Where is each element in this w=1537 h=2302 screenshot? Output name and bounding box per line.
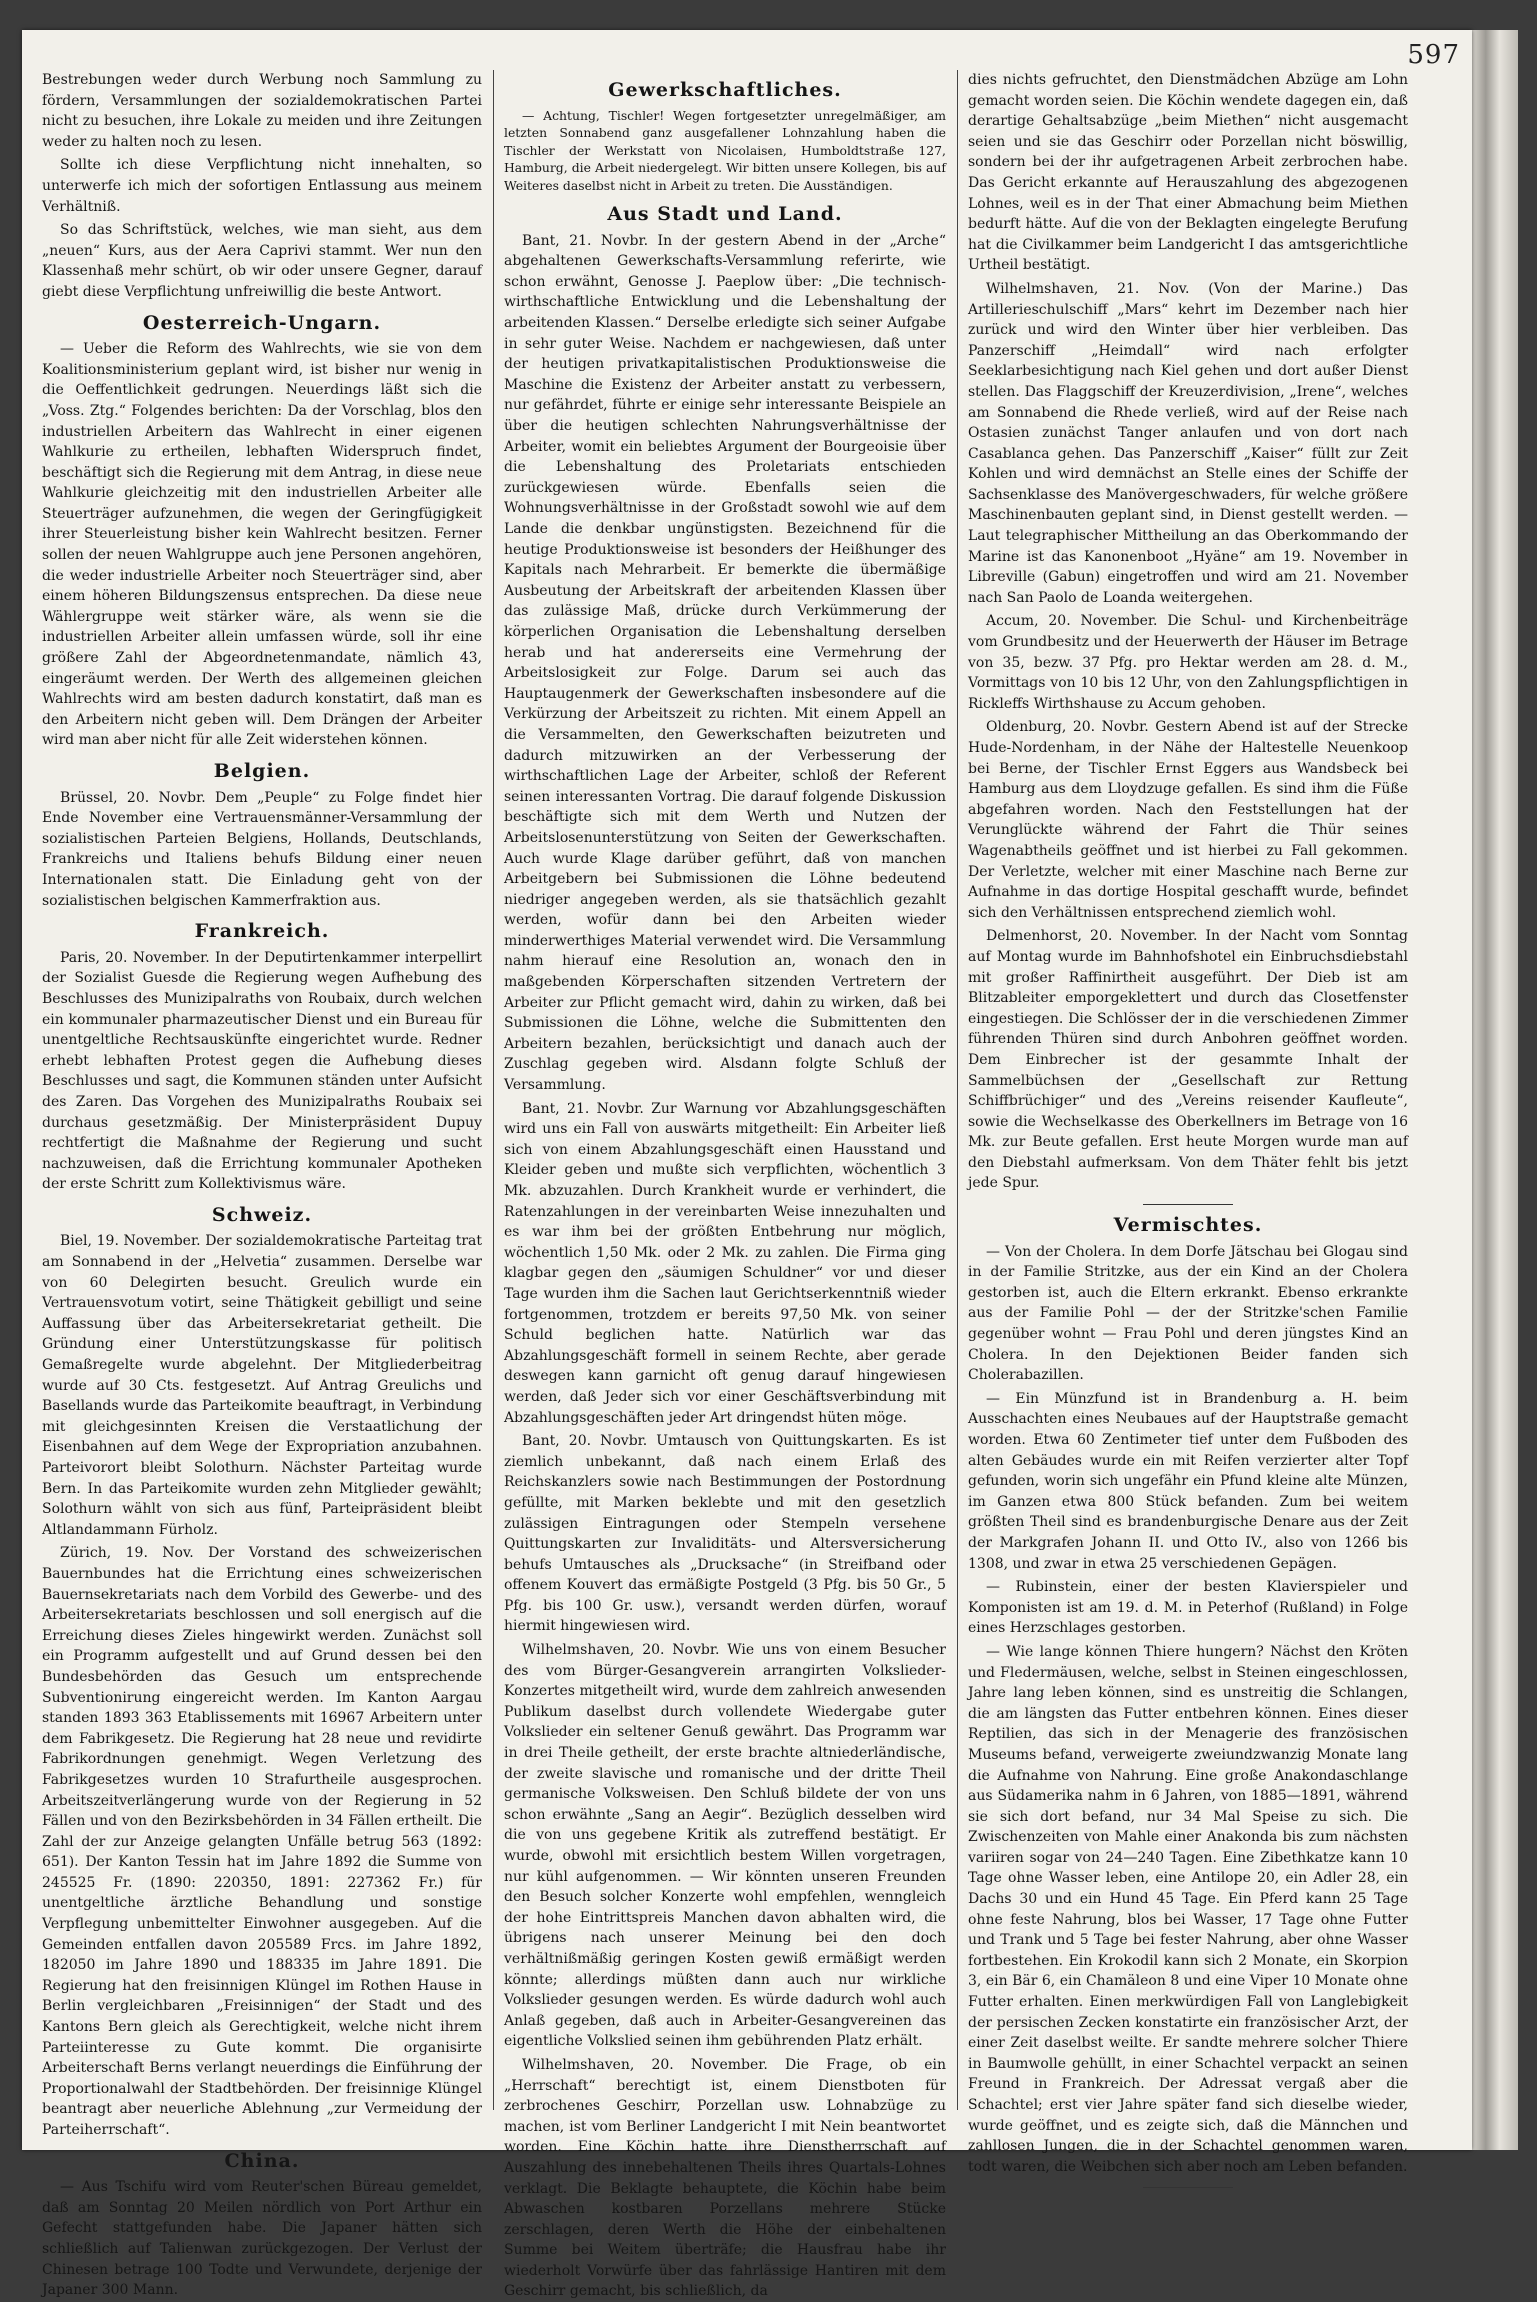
section-heading: China. xyxy=(224,2149,300,2172)
article-paragraph: So das Schriftstück, welches, wie man sieht, aus dem „neuen“ Kurs, aus der Aera Caprivi stammt. Wer nun den Klassenhaß mehr schürt, ob wir oder unsere Gegner, darauf giebt diese Verpflichtung unfreiwillig die beste Antwort. xyxy=(42,222,482,300)
separator-line xyxy=(1143,1204,1233,1205)
article-paragraph: Sollte ich diese Verpflichtung nicht innehalten, so unterwerfe ich mich der sofortigen Entlassung aus meinem Verhältniß. xyxy=(42,157,482,215)
article-paragraph: Bant, 21. Novbr. Zur Warnung vor Abzahlungsgeschäften wird uns ein Fall von auswärts mitgetheilt: Ein Arbeiter ließ sich von einem Abzahlungsgeschäft einen Hausstand und Kleider geben und mußte sich verpflichten, wöchentlich 3 Mk. abzuzahlen. Durch Krankheit wurde er verhindert, die Ratenzahlungen in der vereinbarten Weise innezuhalten und es war ihm bei der größten Entbehrung nur möglich, wöchentlich 1,50 Mk. oder 2 Mk. zu zahlen. Die Firma ging klagbar gegen den „säumigen Schuldner“ vor und dieser Tage wurden ihm die Sachen laut Gerichtserkenntniß wieder fortgenommen, trotzdem er bereits 97,50 Mk. von seiner Schuld beglichen hatte. Natürlich war das Abzahlungsgeschäft formell in seinem Rechte, aber gerade deswegen kann garnicht oft genug darauf hingewiesen werden, daß Jeder sich vor einer Geschäftsverbindung mit Abzahlungsgeschäften jeder Art dringendst hüten möge. xyxy=(504,1100,946,1426)
section-heading: Belgien. xyxy=(213,760,311,782)
newspaper-page xyxy=(22,30,1472,2300)
article-paragraph: — Ueber die Reform des Wahlrechts, wie sie von dem Koalitionsministerium geplant wird, ist bisher nur wenig in die Oeffentlichkeit gedrungen. Neuerdings läßt sich die „Voss. Ztg.“ Folgendes berichten: Da der Vorschlag, blos den industriellen Arbeitern das Wahlrecht in einer eigenen Wahlkurie zu ertheilen, lebhaften Widerspruch findet, beschäftigt sich die Regierung mit dem Antrag, in diese neue Wahlkurie gleichzeitig mit den industriellen Arbeiter alle Steuerträger aufzunehmen, die wegen der Geringfügigkeit ihrer Steuerleistung bisher kein Wahlrecht besitzen. Ferner sollen der neuen Wahlgruppe auch jene Personen angehören, die weder industrielle Arbeiter noch Steuerträger sind, aber einem höheren Bildungszensus entsprechen. Da diese neue Wählergruppe weit stärker wäre, als wenn sie die industriellen Arbeiter allein umfassen würde, soll ihr eine größere Zahl der Abgeordnetenmandate, nämlich 43, eingeräumt werden. Der Werth des allgemeinen gleichen Wahlrechts wird am besten dadurch konstatirt, daß man es den Arbeitern nicht geben will. Dem Drängen der Arbeiter wird man aber nicht für alle Zeit widerstehen können. xyxy=(42,341,482,749)
article-paragraph: — Aus Tschifu wird vom Reuter'schen Büreau gemeldet, daß am Sonntag 20 Meilen nördlich von Port Arthur ein Gefecht stattgefunden habe. Die Japaner hätten sich schließlich auf Talienwan zurückgezogen. Der Verlust der Chinesen betrage 100 Todte und Verwundete, derjenige der Japaner 300 Mann. xyxy=(42,2179,482,2299)
article-paragraph: — Von der Cholera. In dem Dorfe Jätschau bei Glogau sind in der Familie Stritzke, aus der ein Kind an der Cholera gestorben ist, auch die Eltern erkrankt. Ebenso erkrankte aus der Familie Pohl — der der Stritzke'schen Familie gegenüber wohnt — Frau Pohl und deren jüngstes Kind an Cholera. In den Dejektionen Beider fanden sich Cholerabazillen. xyxy=(968,1243,1408,1384)
column-middle xyxy=(504,70,946,2300)
article-paragraph: Brüssel, 20. Novbr. Dem „Peuple“ zu Folge findet hier Ende November eine Vertrauensmänner-Versammlung der sozialistischen Parteien Belgiens, Hollands, Deutschlands, Frankreichs und Italiens behufs Bildung einer neuen Internationalen statt. Die Einladung geht von der sozialistischen belgischen Kammerfraktion aus. xyxy=(42,789,482,909)
page-number: 597 xyxy=(1407,40,1460,70)
article-paragraph: Delmenhorst, 20. November. In der Nacht vom Sonntag auf Montag wurde im Bahnhofshotel ein Einbruchsdiebstahl mit großer Raffinirtheit ausgeführt. Der Dieb ist am Blitzableiter emporgeklettert und durch das Closetfenster eingestiegen. Die Schlösser der in die verschiedenen Zimmer führenden Thüren sind durch Anbohren geöffnet worden. Dem Einbrecher ist der gesammte Inhalt der Sammelbüchsen der „Gesellschaft zur Rettung Schiffbrüchiger“ und des „Vereins reisender Kaufleute“, sowie die Wechselkasse des Oberkellners im Betrage von 16 Mk. zur Beute gefallen. Erst heute Morgen wurde man auf den Diebstahl aufmerksam. Von dem Thäter fehlt bis jetzt jede Spur. xyxy=(968,928,1408,1192)
article-paragraph: Wilhelmshaven, 20. Novbr. Wie uns von einem Besucher des vom Bürger-Gesangverein arrangirten Volkslieder-Konzertes mitgetheilt wird, wurde dem zahlreich anwesenden Publikum daselbst durch vollendete Wiedergabe guter Volkslieder ein seltener Genuß gewährt. Das Programm war in drei Theile getheilt, der erste brachte altniederländische, der zweite slavische und romanische und der dritte Theil germanische Volksweisen. Den Schluß bildete der von uns schon erwähnte „Sang an Aegir“. Bezüglich desselben wird die von uns gegebene Kritik als zutreffend bestätigt. Er wurde, obwohl mit ersichtlich bestem Willen vorgetragen, nur kühl aufgenommen. — Wir könnten unseren Freunden den Besuch solcher Konzerte wohl empfehlen, wenngleich der hohe Eintrittspreis Manchen davon abhalten wird, die übrigens nach unserer Meinung bei den doch verhältnißmäßig geringen Kosten gewiß ermäßigt werden könnte; allerdings müßten dann auch nur wirkliche Volkslieder gesungen werden. Es würde dadurch wohl auch Anlaß gegeben, daß auch in Arbeiter-Gesangvereinen das eigentliche Volkslied seinen ihm gebührenden Platz erhält. xyxy=(504,1642,946,2050)
article-paragraph: Bant, 20. Novbr. Umtausch von Quittungskarten. Es ist ziemlich unbekannt, daß nach einem Erlaß des Reichskanzlers sowie nach Bestimmungen der Postordnung gefüllte, mit Marken beklebte und mit den gesetzlich zulässigen Eintragungen oder Stempeln versehene Quittungskarten zur Invaliditäts- und Altersversicherung behufs Umtausches als „Drucksache“ (in Streifband oder offenem Kouvert das ermäßigte Postgeld (3 Pfg. bis 50 Gr., 5 Pfg. bis 100 Gr. usw.), versandt werden dürfen, worauf hiermit hingewiesen wird. xyxy=(504,1433,946,1635)
article-paragraph: — Rubinstein, einer der besten Klavierspieler und Komponisten ist am 19. d. M. in Peterhof (Rußland) in Folge eines Herzschlages gestorben. xyxy=(968,1579,1408,1637)
section-heading: Vermischtes. xyxy=(1113,1214,1263,1237)
article-paragraph: — Ein Münzfund ist in Brandenburg a. H. beim Ausschachten eines Neubaues auf der Hauptstraße gemacht worden. Etwa 60 Zentimeter tief unter dem Fußboden des alten Gebäudes wurde ein mit Reifen verzierter alter Topf gefunden, worin sich ungefähr ein Pfund kleine alte Münzen, im Ganzen etwa 800 Stück befanden. Zum bei weitem größten Theil sind es brandenburgische Denare aus der Zeit der Markgrafen Johann II. und Otto IV., also von 1266 bis 1308, und zwar in etwa 25 verschiedenen Gepägen. xyxy=(968,1390,1408,1572)
article-paragraph: Wilhelmshaven, 21. Nov. (Von der Marine.) Das Artillerieschulschiff „Mars“ kehrt im Dezember nach hier zurück und wird den Winter über hier verbleiben. Das Panzerschiff „Heimdall“ wird nach erfolgter Seeklarbesichtigung nach Kiel gehen und dort außer Dienst stellen. Das Flaggschiff der Kreuzerdivision, „Irene“, welches am Sonnabend die Rhede verließ, wird auf der Reise nach Ostasien zunächst Tanger anlaufen und von dort nach Casablanca gehen. Das Panzerschiff „Kaiser“ füllt zur Zeit Kohlen und wird demnächst an Stelle eines der Schiffe der Sachsenklasse des Manövergeschwaders, für welche größere Maschinenbauten geplant sind, in Dienst gestellt werden. — Laut telegraphischer Mittheilung an das Oberkommando der Marine ist das Kanonenboot „Hyäne“ am 19. November in Libreville (Gabun) eingetroffen und wird am 21. November nach San Paolo de Loanda weitergehen. xyxy=(968,280,1408,606)
section-heading: Oesterreich-Ungarn. xyxy=(142,311,382,334)
article-paragraph: dies nichts gefruchtet, den Dienstmädchen Abzüge am Lohn gemacht worden seien. Die Köchin wendete dagegen ein, daß derartige Gehaltsabzüge „beim Miethen“ nicht ausgemacht seien und sie das Geschirr oder Porzellan nicht böswillig, sondern bei der ihr aufgetragenen Arbeit zerbrochen habe. Das Gericht erkannte auf Herauszahlung des abgezogenen Lohnes, weil es in der That einer Abmachung beim Miethen bedurft hätte. Auf die von der Beklagten eingelegte Berufung hat die Civilkammer beim Landgericht I das amtsgerichtliche Urtheil bestätigt. xyxy=(968,72,1408,274)
article-paragraph: — Wie lange können Thiere hungern? Nächst den Kröten und Fledermäusen, welche, selbst in Steinen eingeschlossen, Jahre lang leben können, sind es unstreitig die Schlangen, die am längsten das Futter entbehren können. Eines dieser Reptilien, das sich in der Menagerie des französischen Museums befand, verweigerte zweiundzwanzig Monate lang die Aufnahme von Nahrung. Eine große Anakondaschlange aus Südamerika nahm in 6 Jahren, von 1885—1891, während sie sich dort befand, nur 34 Mal Speise zu sich. Die Zwischenzeiten von Mahle einer Anakonda bis zum nächsten variiren sogar von 24—240 Tagen. Eine Zibethkatze kann 10 Tage ohne Wasser leben, eine Antilope 20, ein Adler 28, ein Dachs 30 und ein Hund 45 Tage. Ein Pferd kann 25 Tage ohne feste Nahrung, blos bei Wasser, 17 Tage ohne Futter und Trank und 5 Tage bei fester Nahrung, aber ohne Wasser fortbestehen. Ein Krokodil kann sich 2 Monate, ein Skorpion 3, ein Bär 6, ein Chamäleon 8 und eine Viper 10 Monate ohne Futter erhalten. Einen merkwürdigen Fall von Langlebigkeit der persischen Zecken konstatirte ein französischer Arzt, der einer Zeit daselbst weilte. Er sandte mehrere solcher Thiere in Baumwolle gehüllt, in einer Schachtel verpackt an seinen Freund in Frankreich. Der Adressat vergaß aber die Schachtel; erst vier Jahre später fand sich dieselbe wieder, wurde geöffnet, und es zeigte sich, daß die Männchen und zahllosen Jungen, die in der Schachtel genommen waren, todt waren, die Weibchen sich aber noch am Leben befanden. xyxy=(968,1643,1408,2175)
section-heading: Schweiz. xyxy=(211,1203,313,1226)
section-heading: Frankreich. xyxy=(194,920,330,943)
column-rule xyxy=(957,70,958,2110)
page-edge xyxy=(1472,30,1518,2150)
article-paragraph: Bant, 21. Novbr. In der gestern Abend in der „Arche“ abgehaltenen Gewerkschafts-Versammlung referirte, wie schon erwähnt, Genosse J. Paeplow über: „Die technisch-wirthschaftliche Entwicklung und die Lebenshaltung der arbeitenden Klassen.“ Derselbe erledigte sich seiner Aufgabe in sehr guter Weise. Nachdem er nachgewiesen, daß unter der heutigen privatkapitalistischen Produktionsweise die Maschine die Existenz der Arbeiter anstatt zu verbessern, nur gefährdet, führte er einige sehr interessante Beispiele an über die heutigen schlechten Nahrungsverhältnisse der Arbeiter, womit ein beliebtes Argument der Bourgeoisie über die Lebenshaltung des Proletariats entschieden zurückgewiesen würde. Ebenfalls seien die Wohnungsverhältnisse in der Großstadt sowohl wie auf dem Lande die denkbar ungünstigsten. Bezeichnend für die heutige Produktionsweise ist besonders der Heißhunger des Kapitals nach Mehrarbeit. Er bemerkte die übermäßige Ausbeutung der Arbeitskraft der arbeitenden Klassen über das zulässige Maß, drücke durch Verkümmerung der körperlichen Organisation die Lebenshaltung derselben herab und hat andererseits eine Vermehrung der Arbeitslosigkeit zur Folge. Darum sei auch das Hauptaugenmerk der Gewerkschaften insbesondere auf die Verkürzung der Arbeitszeit zu richten. Mit einem Appell an die Versammelten, den Gewerkschaften beizutreten und dadurch mitzuwirken an der Verbesserung der wirthschaftlichen Lage der Arbeiter, schloß der Referent seinen interessanten Vortrag. Die darauf folgende Diskussion beschäftigte sich mit dem Werth und Nutzen der Arbeitslosenunterstützung von Seiten der Gewerkschaften. Auch wurde Klage darüber geführt, daß von manchen Arbeitgebern bei Submissionen die Löhne bedeutend niedriger angegeben werden, als sie thatsächlich gezahlt werden, wofür dann bei den Arbeiten wieder minderwerthiges Material verwendet wird. Die Versammlung nahm hierauf eine Resolution an, wonach den in maßgebenden Körperschaften sitzenden Vertretern der Arbeiter zur Pflicht gemacht wird, dahin zu wirken, daß bei Submissionen die Löhne, welche die Submittenten den Arbeitern bezahlen, berücksichtigt und danach auch der Zuschlag gegeben wird. Alsdann folgte Schluß der Versammlung. xyxy=(504,232,946,1094)
article-paragraph: — Achtung, Tischler! Wegen fortgesetzter unregelmäßiger, am letzten Sonnabend ganz ausgefallener Lohnzahlung haben die Tischler der Werkstatt von Nicolaisen, Humboldtstraße 127, Hamburg, die Arbeit niedergelegt. Wir bitten unsere Kollegen, bis auf Weiteres daselbst nicht in Arbeit zu treten. Die Ausständigen. xyxy=(504,107,946,193)
article-paragraph: Wilhelmshaven, 20. November. Die Frage, ob ein „Herrschaft“ berechtigt ist, einem Dienstboten für zerbrochenes Geschirr, Porzellan usw. Lohnabzüge zu machen, ist vom Berliner Landgericht I mit Nein beantwortet worden. Eine Köchin hatte ihre Dienstherrschaft auf Auszahlung des innebehaltenen Theils ihres Quartals-Lohnes verklagt. Die Beklagte behauptete, die Köchin habe beim Abwaschen kostbaren Porzellans mehrere Stücke zerschlagen, deren Werth die Höhe der einbehaltenen Summe bei Weitem überträfe; die Hausfrau habe ihr wiederholt Vorwürfe über das fahrlässige Hantiren mit dem Geschirr gemacht, bis schließlich, da xyxy=(504,2056,946,2300)
column-rule xyxy=(493,70,494,2110)
article-paragraph: Oldenburg, 20. Novbr. Gestern Abend ist auf der Strecke Hude-Nordenham, in der Nähe der Haltestelle Neuenkoop bei Berne, der Tischler Ernst Eggers aus Wandsbeck bei Hamburg aus dem Lloydzuge gefallen. Es sind ihm die Füße abgefahren worden. Nach den Feststellungen hat der Verunglückte während der Fahrt die Thür seines Wagenabtheils geöffnet und ist hierbei zu Fall gekommen. Der Verletzte, welcher mit einer Maschine nach Berne zur Aufnahme in das dortige Hospital geschafft wurde, befindet sich den Verhältnissen entsprechend ziemlich wohl. xyxy=(968,719,1408,921)
section-heading: Aus Stadt und Land. xyxy=(607,203,843,226)
section-heading: Gewerkschaftliches. xyxy=(608,79,842,101)
article-paragraph: Zürich, 19. Nov. Der Vorstand des schweizerischen Bauernbundes hat die Errichtung eines schweizerischen Bauernsekretariats nach dem Vorbild des Gewerbe- und des Arbeitersekretariats beschlossen und soll energisch auf die Erreichung dieses Zieles hingewirkt werden. Zunächst soll ein Programm aufgestellt und auf Grund dessen bei den Bundesbehörden das Gesuch um entsprechende Subventionirung eingereicht werden. Im Kanton Aargau standen 1893 363 Etablissements mit 16967 Arbeitern unter dem Fabrikgesetz. Die Regierung hat 28 neue und revidirte Fabrikordnungen genehmigt. Wegen Verletzung des Fabrikgesetzes wurden 10 Strafurtheile ausgesprochen. Arbeitszeitverlängerung wurde von der Regierung in 52 Fällen und von den Bezirksbehörden in 34 Fällen ertheilt. Die Zahl der zur Anzeige gelangten Unfälle betrug 563 (1892: 651). Der Kanton Tessin hat im Jahre 1892 die Summe von 245525 Fr. (1890: 220350, 1891: 227362 Fr.) für unentgeltliche ärztliche Behandlung und sonstige Verpflegung unbemittelter Einwohner ausgegeben. Auf die Gemeinden entfallen davon 205589 Frcs. im Jahre 1892, 182050 im Jahre 1890 und 188335 im Jahre 1891. Die Regierung hat den freisinnigen Klüngel im Rothen Hause in Berlin vergleichbaren „Freisinnigen“ der Stadt und des Kantons Bern gleich als Gerechtigkeit, welche nicht ihrem Parteiinteresse zu Gute kommt. Die organisirte Arbeiterschaft Berns verlangt neuerdings die Einführung der Proportionalwahl der Stadtbehörden. Der freisinnige Klüngel beantragt aber neuerliche Ablehnung „zur Vermeidung der Parteiherrschaft“. xyxy=(42,1545,482,2138)
column-left xyxy=(42,70,482,2299)
article-paragraph: Biel, 19. November. Der sozialdemokratische Parteitag trat am Sonnabend in der „Helvetia“ zusammen. Derselbe war von 60 Delegirten besucht. Greulich wurde ein Vertrauensvotum votirt, seine Thätigkeit gebilligt und seine Auffassung über das Arbeitersekretariat getheilt. Die Gründung einer Unterstützungskasse für politisch Gemaßregelte wurde abgelehnt. Der Mitgliederbeitrag wurde auf 30 Cts. festgesetzt. Auf Antrag Greulichs und Basellands wurde das Parteikomite beauftragt, in Verbindung mit gleichgesinnten Kreisen die Verstaatlichung der Eisenbahnen auf dem Wege der Expropriation anzubahnen. Parteivorort bleibt Solothurn. Nächster Parteitag wurde Bern. In das Parteikomite wurden zehn Mitglieder gewählt; Solothurn wählt von sich aus fünf, Parteipräsident bleibt Altlandammann Fürholz. xyxy=(42,1233,482,1538)
article-paragraph: Bestrebungen weder durch Werbung noch Sammlung zu fördern, Versammlungen der sozialdemokratischen Partei nicht zu besuchen, ihre Lokale zu meiden und ihre Zeitungen weder zu halten noch zu lesen. xyxy=(42,72,482,150)
article-paragraph: Accum, 20. November. Die Schul- und Kirchenbeiträge vom Grundbesitz und der Heuerwerth der Häuser im Betrage von 35, bezw. 37 Pfg. pro Hektar werden am 28. d. M., Vormittags von 10 bis 12 Uhr, von den Zahlungspflichtigen in Rickleffs Wirthshause zu Accum gehoben. xyxy=(968,613,1408,712)
column-right xyxy=(968,70,1408,2175)
separator-line xyxy=(1143,2187,1233,2188)
article-paragraph: Paris, 20. November. In der Deputirtenkammer interpellirt der Sozialist Guesde die Regierung wegen Aufhebung des Beschlusses des Munizipalraths von Roubaix, durch welchen ein kommunaler pharmazeutischer Dienst und ein Bureau für unentgeltliche Rechtsauskünfte eingerichtet wurde. Redner erhebt lebhaften Protest gegen die Aufhebung dieses Beschlusses und sagt, die Kommunen ständen unter Aufsicht des Zaren. Das Vorgehen des Munizipalraths Roubaix sei durchaus gesetzmäßig. Der Ministerpräsident Dupuy rechtfertigt die Maßnahme der Regierung und sucht nachzuweisen, daß die Errichtung kommunaler Apotheken der erste Schritt zum Kollektivismus wäre. xyxy=(42,949,482,1193)
